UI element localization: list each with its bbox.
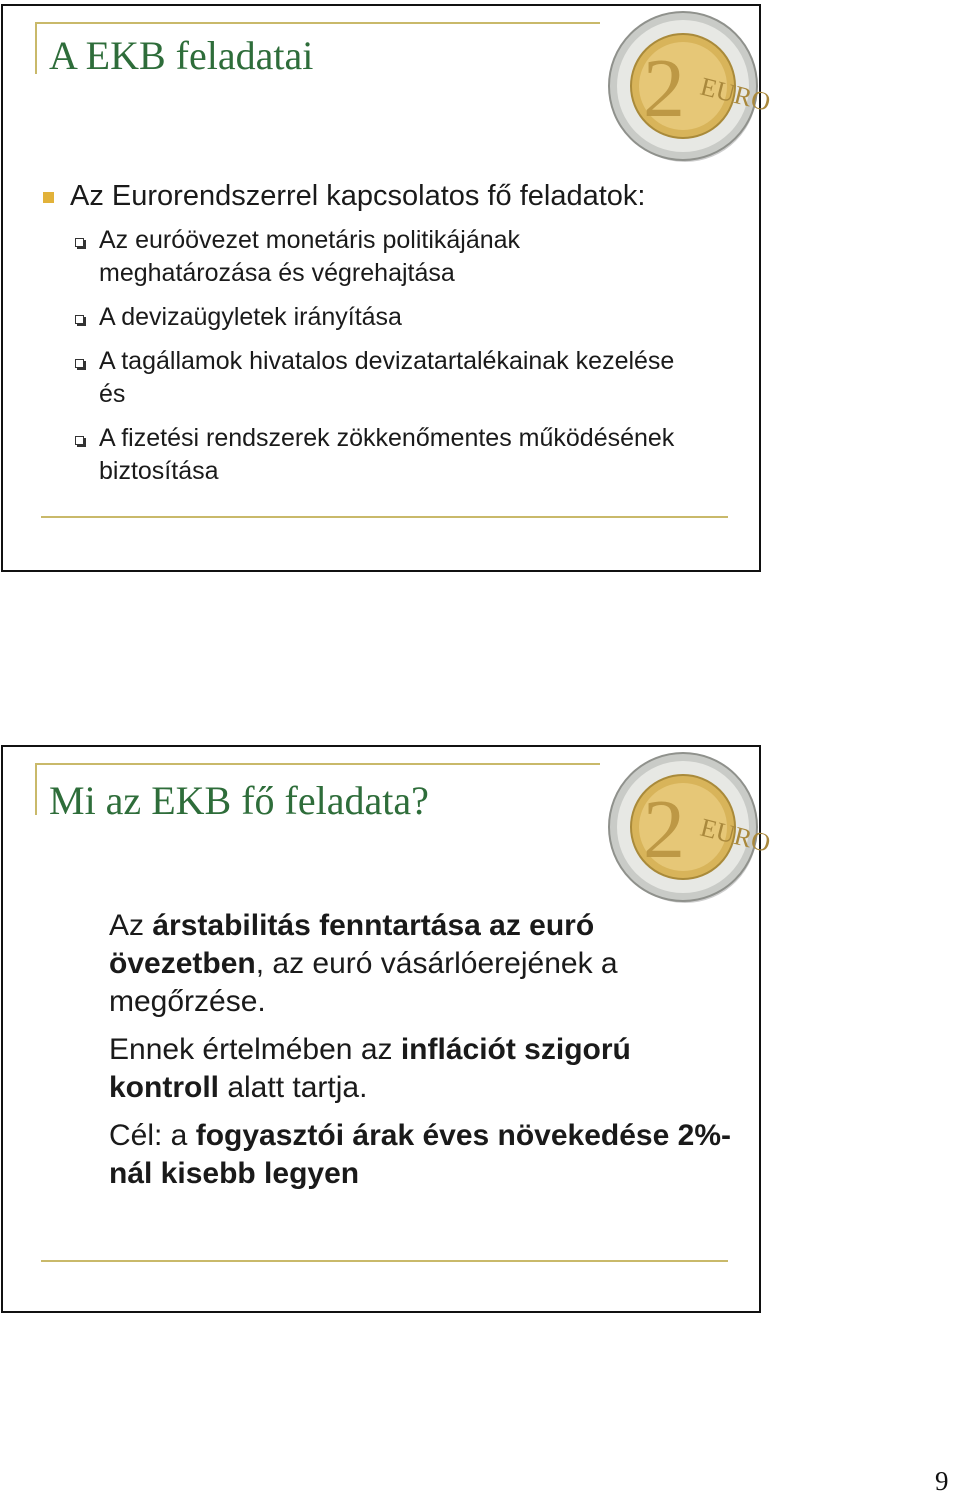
checkbox-bullet-icon [75, 359, 84, 368]
checkbox-bullet-icon [75, 238, 84, 247]
checkbox-bullet-icon [75, 436, 84, 445]
main-point-text: Az Eurorendszerrel kapcsolatos fő feladatok: [70, 180, 646, 212]
title-accent-line [35, 22, 600, 24]
key-point: Az árstabilitás fenntartása az euró övezetben, az euró vásárlóerejének a megőrzése. [109, 909, 618, 1018]
footer-rule [41, 1260, 728, 1262]
footer-rule [41, 516, 728, 518]
page-number: 9 [935, 1466, 949, 1496]
two-euro-coin-icon [599, 749, 774, 907]
key-point: Cél: a fogyasztói árak éves növekedése 2%-nál kisebb legyen [109, 1119, 731, 1190]
svg-text:EURO: EURO [697, 71, 774, 117]
title-accent-line [35, 763, 600, 765]
slide-1 [1, 4, 774, 572]
svg-text:2: 2 [643, 42, 685, 135]
sub-point: A devizaügyletek irányítása [73, 301, 693, 334]
square-bullet-icon [43, 192, 54, 203]
main-point [43, 174, 645, 218]
sub-point: A fizetési rendszerek zökkenőmentes működésének biztosítása [73, 422, 693, 488]
two-euro-coin-icon [599, 8, 774, 166]
title-accent-line-left [35, 22, 37, 74]
sub-point: A tagállamok hivatalos devizatartalékainak kezelése és [73, 345, 693, 411]
key-point: Ennek értelmében az inflációt szigorú kontroll alatt tartja. [109, 1033, 631, 1104]
slide-title: Mi az EKB fő feladata? [49, 778, 429, 823]
key-point-list [81, 907, 731, 1203]
sub-point: Az euróövezet monetáris politikájának meghatározása és végrehajtása [73, 224, 693, 290]
checkbox-bullet-icon [75, 315, 84, 324]
slide-2 [1, 745, 774, 1313]
sub-point-list [73, 224, 693, 499]
svg-text:EURO: EURO [697, 812, 774, 858]
svg-text:2: 2 [643, 783, 685, 876]
slide-title: A EKB feladatai [49, 33, 314, 78]
title-accent-line-left [35, 763, 37, 815]
